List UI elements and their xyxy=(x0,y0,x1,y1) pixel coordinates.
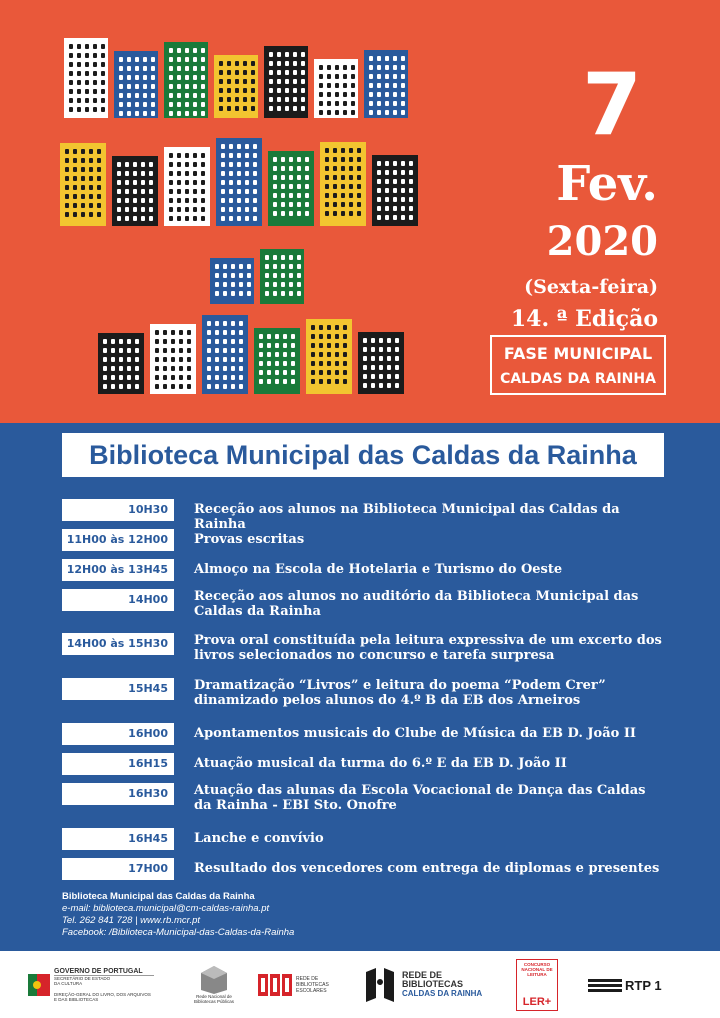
place-label: CALDAS DA RAINHA xyxy=(500,371,656,387)
schedule-description: Atuação das alunas da Escola Vocacional de Dança das Caldas da Rainha - EBI Sto. Onofre xyxy=(194,783,646,813)
rbe-logo xyxy=(258,961,350,1009)
rbe-icon xyxy=(258,974,292,996)
phase-label: FASE MUNICIPAL xyxy=(503,344,653,363)
cnl-logo xyxy=(516,959,558,1011)
schedule-time: 16H30 xyxy=(62,783,174,805)
phase-box xyxy=(490,335,666,395)
building-shape xyxy=(202,315,248,394)
schedule-description: Lanche e convívio xyxy=(194,831,324,846)
schedule-time: 16H00 xyxy=(62,723,174,745)
schedule-time: 16H15 xyxy=(62,753,174,775)
schedule-time: 10H30 xyxy=(62,499,174,521)
schedule-description: Atuação musical da turma do 6.º E da EB D. João II xyxy=(194,756,567,771)
schedule-description: Apontamentos musicais do Clube de Música da EB D. João II xyxy=(194,726,636,741)
portugal-flag-icon xyxy=(28,972,50,998)
header-banner xyxy=(0,0,720,423)
rtp-icon xyxy=(588,977,622,993)
venue-title: Biblioteca Municipal das Caldas da Rainha xyxy=(62,433,664,477)
building-shape xyxy=(64,38,108,118)
event-year: 2020 xyxy=(546,218,658,265)
schedule-time: 11H00 às 12H00 xyxy=(62,529,174,551)
contact-name: Biblioteca Municipal das Caldas da Rainha xyxy=(62,891,255,902)
schedule-description: Dramatização “Livros” e leitura do poema “Podem Crer” dinamizado pelos alunos do 4.º B da EB dos Arneiros xyxy=(194,678,606,708)
cnl-label: CONCURSO NACIONAL DE LEITURA xyxy=(521,962,553,977)
schedule-description: Provas escritas xyxy=(194,532,305,547)
rtp-label: RTP 1 xyxy=(625,977,662,993)
schedule-description: Receção aos alunos na Biblioteca Municipal das Caldas da Rainha xyxy=(194,502,620,532)
rbe-label: REDE DE BIBLIOTECAS ESCOLARES xyxy=(296,976,329,994)
sponsor-logos xyxy=(0,951,720,1018)
schedule-time: 14H00 xyxy=(62,589,174,611)
edition-label: 14. ª Edição xyxy=(510,306,658,332)
program-section xyxy=(0,423,720,951)
rnbp-logo xyxy=(186,961,242,1009)
dglab-label: DIREÇÃO-GERAL DO LIVRO, DOS ARQUIVOS E DAS BIBLIOTECAS xyxy=(54,992,151,1002)
schedule-time: 15H45 xyxy=(62,678,174,700)
rbcr-icon xyxy=(364,968,396,1002)
event-weekday: (Sexta-feira) xyxy=(524,276,658,298)
contact-phone: Tel. 262 841 728 | www.rb.mcr.pt xyxy=(62,915,201,926)
rnbp-label: Rede Nacional de Bibliotecas Públicas xyxy=(193,994,235,1004)
building-shape xyxy=(164,147,210,226)
ler-label: LER+ xyxy=(522,996,552,1008)
schedule-description: Prova oral constituída pela leitura expressiva de um excerto dos livros selecionados no concurso e tarefa surpresa xyxy=(194,633,662,663)
schedule-time: 12H00 às 13H45 xyxy=(62,559,174,581)
contact-email: e-mail: biblioteca.municipal@cm-caldas-rainha.pt xyxy=(62,903,270,914)
schedule-description: Almoço na Escola de Hotelaria e Turismo do Oeste xyxy=(194,562,563,577)
government-logo xyxy=(28,961,168,1009)
rtp-logo xyxy=(588,961,688,1009)
event-day: 7 xyxy=(582,55,642,155)
rbcr-line1: REDE DE xyxy=(402,970,443,980)
rbcr-line2: BIBLIOTECAS xyxy=(402,979,464,989)
books-icon xyxy=(201,966,227,994)
contest-title-art xyxy=(50,28,450,408)
schedule-time: 17H00 xyxy=(62,858,174,880)
contact-facebook: Facebook: /Biblioteca-Municipal-das-Caldas-da-Rainha xyxy=(62,927,295,938)
rbcr-line3: CALDAS DA RAINHA xyxy=(402,989,483,998)
schedule-description: Receção aos alunos no auditório da Biblioteca Municipal das Caldas da Rainha xyxy=(194,589,639,619)
gov-sub: SECRETÁRIO DE ESTADO DA CULTURA xyxy=(54,976,111,986)
gov-name: GOVERNO DE PORTUGAL xyxy=(54,968,154,976)
rbcr-logo xyxy=(364,961,504,1009)
schedule-time: 16H45 xyxy=(62,828,174,850)
contact-block xyxy=(62,891,294,939)
schedule-time: 14H00 às 15H30 xyxy=(62,633,174,655)
schedule-description: Resultado dos vencedores com entrega de diplomas e presentes xyxy=(194,861,660,876)
event-month: Fev. xyxy=(556,156,658,212)
